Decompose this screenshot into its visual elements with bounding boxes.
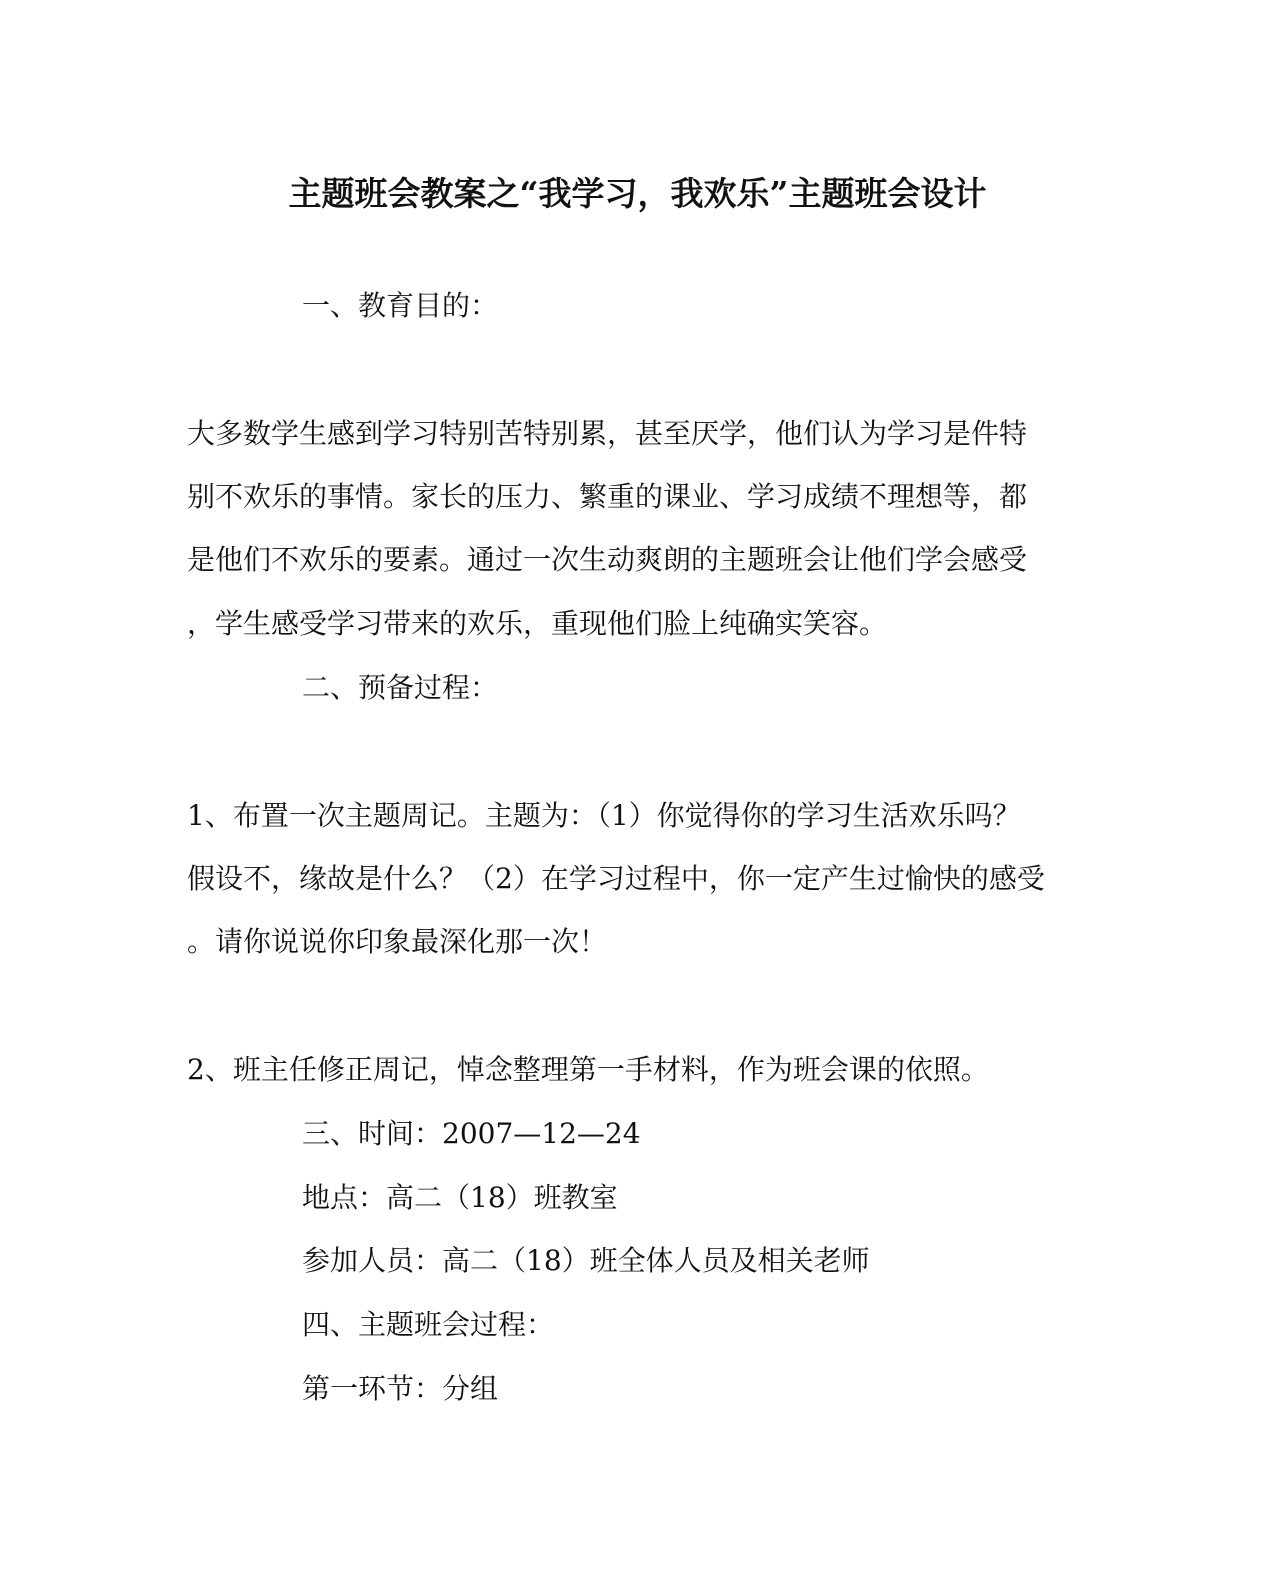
process-step: 第一环节：分组 <box>302 1372 499 1405</box>
section-heading-process: 四、主题班会过程： <box>302 1308 555 1341</box>
meeting-place: 地点：高二（18）班教室 <box>302 1181 618 1214</box>
paragraph-line: ，学生感受学习带来的欢乐，重现他们脸上纯确实笑容。 <box>187 607 888 640</box>
list-item-line: 2、班主任修正周记，悼念整理第一手材料，作为班会课的依照。 <box>187 1053 989 1086</box>
list-item-line: 1、布置一次主题周记。主题为：（1）你觉得你的学习生活欢乐吗？ <box>187 799 1021 832</box>
meeting-participants: 参加人员：高二（18）班全体人员及相关老师 <box>302 1244 870 1277</box>
paragraph-line: 别不欢乐的事情。家长的压力、繁重的课业、学习成绩不理想等，都 <box>187 480 1028 513</box>
section-heading-preparation: 二、预备过程： <box>302 671 499 704</box>
meeting-time: 三、时间：2007—12—24 <box>302 1117 641 1150</box>
list-item-line: 假设不，缘故是什么？（2）在学习过程中，你一定产生过愉快的感受 <box>187 862 1045 895</box>
paragraph-line: 大多数学生感到学习特别苦特别累，甚至厌学，他们认为学习是件特 <box>187 417 1028 450</box>
list-item-line: 。请你说说你印象最深化那一次！ <box>187 925 608 958</box>
document-title: 主题班会教案之“我学习，我欢乐”主题班会设计 <box>288 174 987 213</box>
section-heading-education-goal: 一、教育目的： <box>302 289 499 322</box>
paragraph-line: 是他们不欢乐的要素。通过一次生动爽朗的主题班会让他们学会感受 <box>187 543 1028 576</box>
